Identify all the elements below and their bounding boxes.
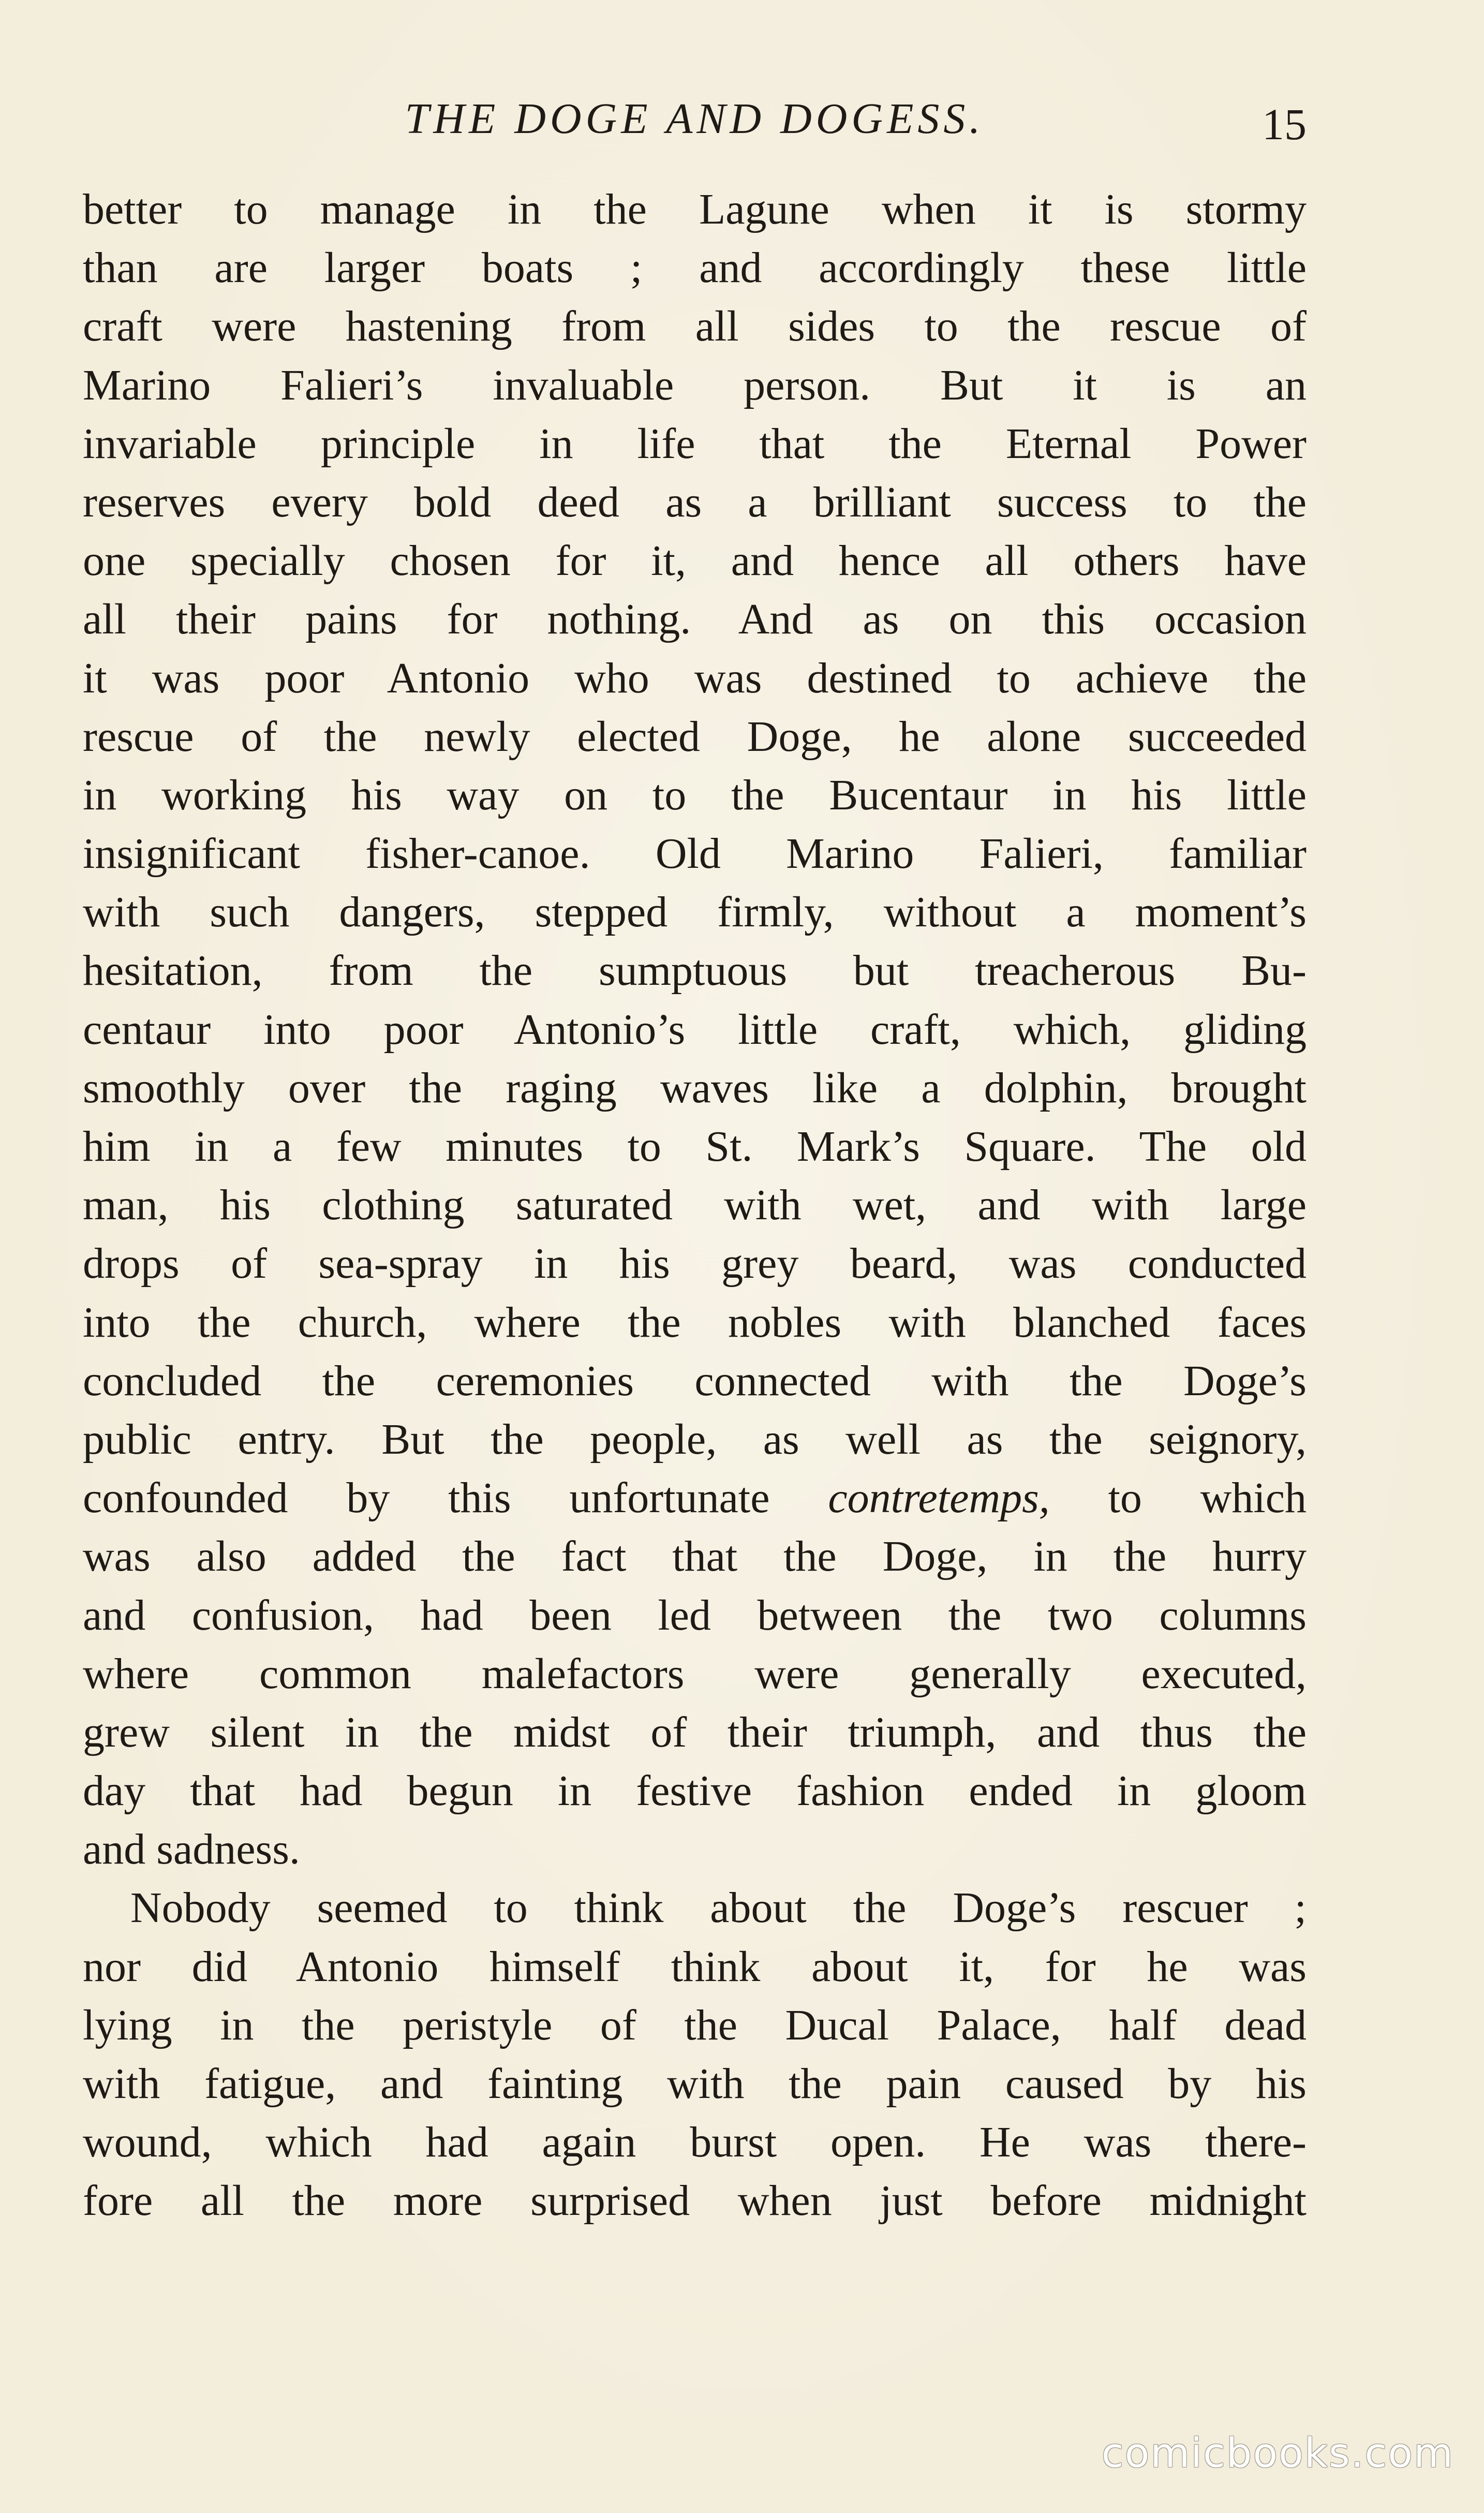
text-line: Nobody seemed to think about the Doge’s rescuer ; — [130, 1884, 1307, 1932]
text-line: invariable principle in life that the Eternal Power — [83, 419, 1307, 468]
text-line: Marino Falieri’s invaluable person. But it is an — [83, 361, 1307, 409]
running-title: THE DOGE AND DOGESS. — [405, 95, 985, 143]
text-line: centaur into poor Antonio’s little craft, which, gliding — [83, 1005, 1307, 1054]
text-line: where common malefactors were generally executed, — [83, 1649, 1307, 1698]
text-line: public entry. But the people, as well as the seignory, — [83, 1415, 1307, 1464]
watermark: comicbooks.com — [1101, 2430, 1454, 2477]
text-line: lying in the peristyle of the Ducal Palace, half dead — [83, 2001, 1307, 2049]
text-line: was also added the fact that the Doge, in the hurry — [83, 1532, 1307, 1581]
text-line: insignificant fisher-canoe. Old Marino Falieri, familiar — [83, 830, 1307, 878]
text-line: in working his way on to the Bucentaur in his little — [83, 771, 1307, 819]
text-line: fore all the more surprised when just before midnight — [83, 2177, 1307, 2225]
text-line: and confusion, had been led between the two columns — [83, 1591, 1307, 1639]
text-segment: to which — [1108, 1474, 1307, 1522]
text-line: with such dangers, stepped firmly, without a moment’s — [83, 888, 1307, 937]
running-head — [83, 85, 1307, 153]
text-line: concluded the ceremonies connected with the Doge’s — [83, 1356, 1307, 1405]
body-text — [83, 180, 1307, 2230]
text-line: drops of sea-spray in his grey beard, was conducted — [83, 1239, 1307, 1288]
text-segment: confounded by this unfortunate — [83, 1474, 770, 1522]
text-line: him in a few minutes to St. Mark’s Square. The old — [83, 1122, 1307, 1171]
text-line-with-italic — [83, 1469, 1307, 1527]
italic-term: contretemps, — [828, 1474, 1050, 1522]
page-number: 15 — [1262, 99, 1307, 149]
text-line: and sadness. — [83, 1825, 300, 1874]
text-line: craft were hastening from all sides to the rescue of — [83, 302, 1307, 351]
text-line: better to manage in the Lagune when it is stormy — [83, 185, 1307, 233]
text-line: hesitation, from the sumptuous but treacherous Bu- — [83, 947, 1307, 995]
text-line: into the church, where the nobles with blanched faces — [83, 1298, 1307, 1347]
text-line: man, his clothing saturated with wet, and with large — [83, 1181, 1307, 1230]
text-line: all their pains for nothing. And as on this occasion — [83, 595, 1307, 644]
text-line: reserves every bold deed as a brilliant success to the — [83, 478, 1307, 526]
text-line: rescue of the newly elected Doge, he alone succeeded — [83, 712, 1307, 761]
text-line: day that had begun in festive fashion ended in gloom — [83, 1767, 1307, 1815]
text-line: than are larger boats ; and accordingly these little — [83, 244, 1307, 292]
text-line: grew silent in the midst of their triumph, and thus the — [83, 1708, 1307, 1756]
text-line: one specially chosen for it, and hence all others have — [83, 537, 1307, 585]
text-line: smoothly over the raging waves like a dolphin, brought — [83, 1063, 1307, 1112]
text-line: it was poor Antonio who was destined to achieve the — [83, 654, 1307, 702]
text-line: with fatigue, and fainting with the pain caused by his — [83, 2060, 1307, 2108]
text-line: nor did Antonio himself think about it, for he was — [83, 1942, 1307, 1991]
text-line: wound, which had again burst open. He was there- — [83, 2118, 1307, 2167]
